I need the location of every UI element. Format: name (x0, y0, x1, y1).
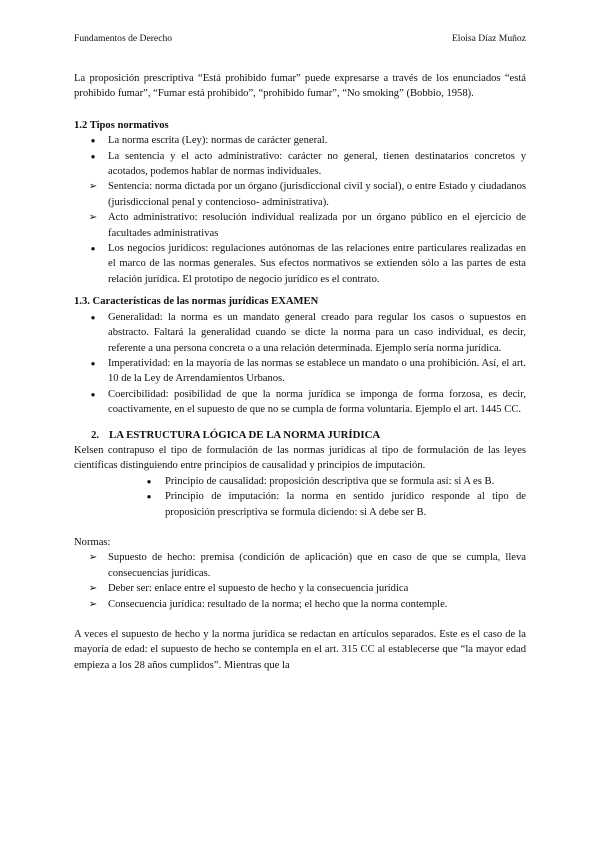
arrow-bullet-icon: ➢ (88, 583, 98, 595)
normas-label: Normas: (74, 536, 111, 548)
list-item: ➢ Sentencia: norma dictada por un órgano (jurisdiccional civil y social), o entre Estado y ciudadanos (jurisdiccional penal y contencioso- administrativa). (74, 179, 526, 210)
bullet-icon: ● (90, 389, 96, 399)
bullet-icon: ● (90, 151, 96, 161)
list-item: ● Generalidad: la norma es un mandato general creado para regular los casos o supuestos en abstracto. Faltará la generalidad cuando se dicte la norma para un caso individual, es decir, referente a una persona concreta o a una relación determinada. Ejemplo sería norma jurídica. (74, 310, 526, 356)
bullet-icon: ● (146, 492, 152, 502)
arrow-bullet-icon: ➢ (88, 212, 98, 224)
list-item: ● Principio de causalidad: proposición descriptiva que se formula así: si A es B. (74, 474, 526, 489)
arrow-bullet-icon: ➢ (88, 181, 98, 193)
list-item: ● Los negocios jurídicos: regulaciones autónomas de las relaciones entre particulares realizadas en el marco de las normas generales. Sus efectos normativos se extienden sólo a las partes de esta relación jurídica. El prototipo de negocio jurídico es el contrato. (74, 241, 526, 287)
list-item: ● Principio de imputación: la norma en sentido jurídico responde al tipo de proposición prescriptiva se formula diciendo: si A debe ser B. (74, 489, 526, 520)
bullet-icon: ● (90, 312, 96, 322)
list-item: ➢ Acto administrativo: resolución individual realizada por un órgano público en el ejercicio de facultades administrativas (74, 210, 526, 241)
section-1-3-heading: 1.3. Características de las normas jurídicas EXAMEN (74, 296, 319, 308)
bullet-icon: ● (146, 476, 152, 486)
closing-paragraph: A veces el supuesto de hecho y la norma jurídica se redactan en artículos separados. Este es el caso de la mayoría de edad: el supuesto de hecho se contempla en el art. 315 CC al establecerse que “la mayor edad empieza a los 28 años cumplidos”. Mientras que la (74, 629, 526, 671)
list-item: ● La sentencia y el acto administrativo: carácter no general, tienen destinatarios concretos y acotados, podemos hablar de normas individuales. (74, 149, 526, 180)
list-item: ● Coercibilidad: posibilidad de que la norma jurídica se imponga de forma forzosa, es decir, coactivamente, en el supuesto de que no se cumpla de forma voluntaria. Ejemplo el art. 1445 CC. (74, 387, 526, 418)
tipos-normativos-list (74, 133, 526, 287)
intro-paragraph: La proposición prescriptiva “Está prohibido fumar” puede expresarse a través de los enunciados “está prohibido fumar”, “Fumar está prohibido”, “prohibido fumar”, “No smoking” (Bobbio, 1958). (74, 73, 526, 100)
list-item: ➢ Deber ser: enlace entre el supuesto de hecho y la consecuencia jurídica (74, 581, 526, 596)
list-item: ➢ Supuesto de hecho: premisa (condición de aplicación) que en caso de que se cumpla, lleva consecuencias jurídicas. (74, 550, 526, 581)
section-2-title: LA ESTRUCTURA LÓGICA DE LA NORMA JURÍDICA (109, 428, 381, 441)
list-item: ● Imperatividad: en la mayoría de las normas se establece un mandato o una prohibición. Así, el art. 10 de la Ley de Arrendamientos Urbanos. (74, 356, 526, 387)
arrow-bullet-icon: ➢ (88, 552, 98, 564)
header-course-title: Fundamentos de Derecho (74, 33, 173, 44)
bullet-icon: ● (90, 358, 96, 368)
section-2-number: 2. (91, 428, 100, 441)
kelsen-paragraph: Kelsen contrapuso el tipo de formulación de las normas jurídicas al tipo de formulación de las leyes científicas distinguiendo entre principios de causalidad y principios de imputación. (74, 444, 526, 472)
list-item: ➢ Consecuencia jurídica: resultado de la norma; el hecho que la norma contemple. (74, 597, 526, 612)
header-author: Eloisa Díaz Muñoz (451, 33, 526, 44)
page-content (74, 71, 526, 673)
bullet-icon: ● (90, 136, 96, 146)
normas-list (74, 550, 526, 612)
list-item: ● La norma escrita (Ley): normas de carácter general. (74, 133, 526, 148)
arrow-bullet-icon: ➢ (88, 598, 98, 610)
section-2-heading (74, 428, 526, 443)
principios-list (74, 474, 526, 520)
caracteristicas-list (74, 310, 526, 418)
bullet-icon: ● (90, 244, 96, 254)
section-1-2-heading: 1.2 Tipos normativos (74, 119, 169, 131)
page-header (74, 33, 526, 45)
